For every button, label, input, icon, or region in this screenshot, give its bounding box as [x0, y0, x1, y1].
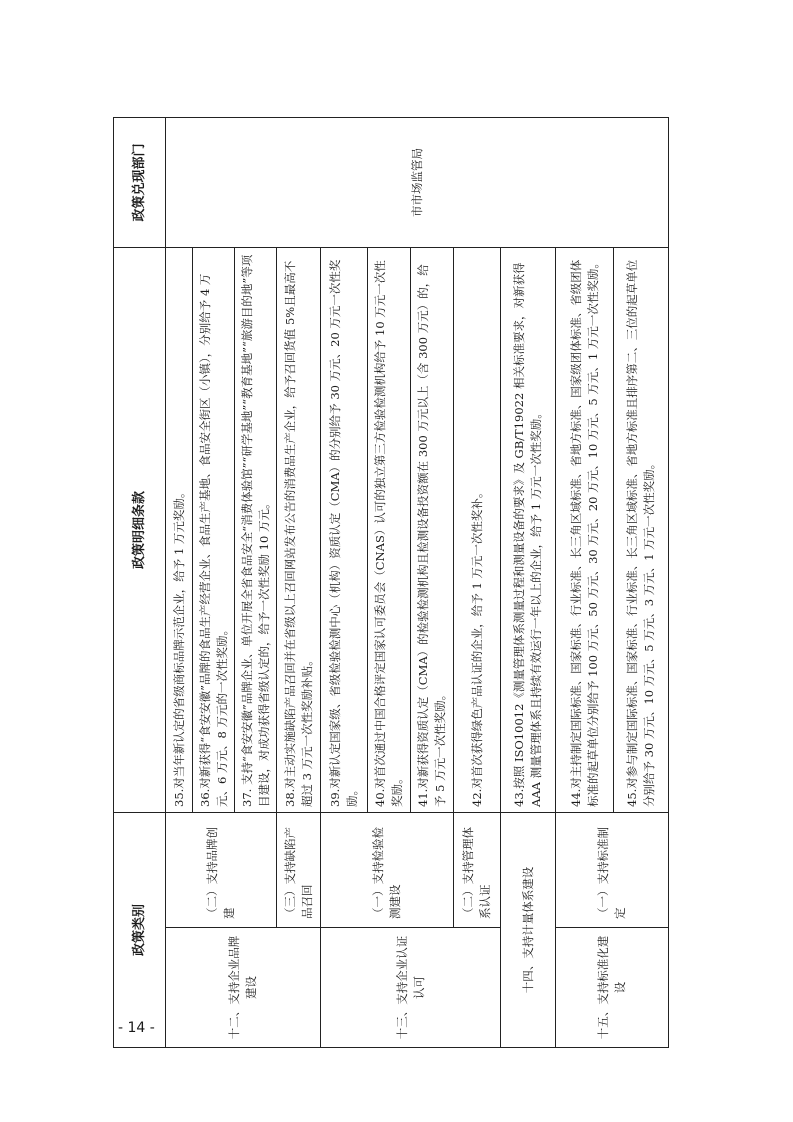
category-group: 十三、支持企业认证认可: [321, 928, 501, 1048]
category-group: 十二、支持企业品牌建设: [166, 928, 321, 1048]
table-row: 42.对首次获得绿色产品认证的企业，给予 1 万元一次性奖补。: [454, 247, 501, 812]
sub-category: （二）支持管理体系认证: [454, 812, 501, 927]
sub-category: （二）支持品牌创建: [166, 812, 277, 927]
policy-table: [113, 117, 669, 1048]
header-details: 政策明细条款: [114, 247, 166, 812]
table-row: 36.对新获得“食安安徽”品牌的食品生产经营企业、食品生产基地、食品安全街区（小镇），分别给予 4 万元、6 万元、8 万元的一次性奖励。: [193, 247, 235, 812]
category-group: 十四、支持计量体系建设: [501, 812, 556, 1047]
sub-category: （三）支持缺陷产品召回: [277, 812, 321, 927]
table-row: 39.对新认定国家级、省级检验检测中心（机构）资质认定（CMA）的分别给予 30 万元、20 万元一次性奖励。: [321, 247, 368, 812]
policy-table-rotated: [113, 118, 668, 1048]
table-row: 35.对当年新认定的省级商标品牌示范企业，给予 1 万元奖励。: [166, 247, 193, 812]
sub-category: （一）支持检验检测建设: [321, 812, 454, 927]
page-number: - 14 -: [118, 1020, 155, 1036]
category-group: 十五、支持标准化建设: [556, 928, 669, 1048]
table-row: 37. 支持“食安安徽”品牌企业、单位开展全省食品安全“消费体验馆”“研学基地”“教育基地”“旅游目的地”等项目建设，对成功获得省级认定的，给予一次性奖励 10 万元。: [235, 247, 277, 812]
sub-category: （一）支持标准制定: [556, 812, 669, 927]
header-department: 政策兑现部门: [114, 117, 166, 247]
table-row: 41.对新获得资质认定（CMA）的检验检测机构且检测设备投资额在 300 万元以上（含 300 万元）的，给予 5 万元一次性奖励。: [411, 247, 454, 812]
department-cell: 市市场监管局: [166, 117, 669, 247]
table-row: 43.按照 ISO10012《测量管理体系测量过程和测量设备的要求》及 GB/T19022 相关标准要求，对新获得 AAA 测量管理体系且持续有效运行一年以上的企业，给予 1 万元一次性奖励。: [501, 247, 556, 812]
table-row: 45.对参与制定国际标准、国家标准、行业标准、长三角区域标准、省地方标准且排序第二、三位的起草单位分别给予 30 万元、10 万元、5 万元、3 万元、1 万元一次性奖励。: [614, 247, 669, 812]
table-row: 40.对首次通过中国合格评定国家认可委员会（CNAS）认可的独立第三方检验检测机构给予 10 万元一次性奖励。: [368, 247, 411, 812]
table-row: 44.对主持制定国际标准、国家标准、行业标准、长三角区域标准、省地方标准、国家级团体标准、省级团体标准的起草单位分别给予 100 万元、50 万元、30 万元、20 万元、10 万元、5 万元、1 万元一次性奖励。: [556, 247, 614, 812]
header-category: 政策类别: [114, 812, 166, 1047]
table-row: 38.对主动实施缺陷产品召回并在省级以上召回网站发布公告的消费品生产企业，给予召回货值 5%且最高不超过 3 万元一次性奖励补贴。: [277, 247, 321, 812]
